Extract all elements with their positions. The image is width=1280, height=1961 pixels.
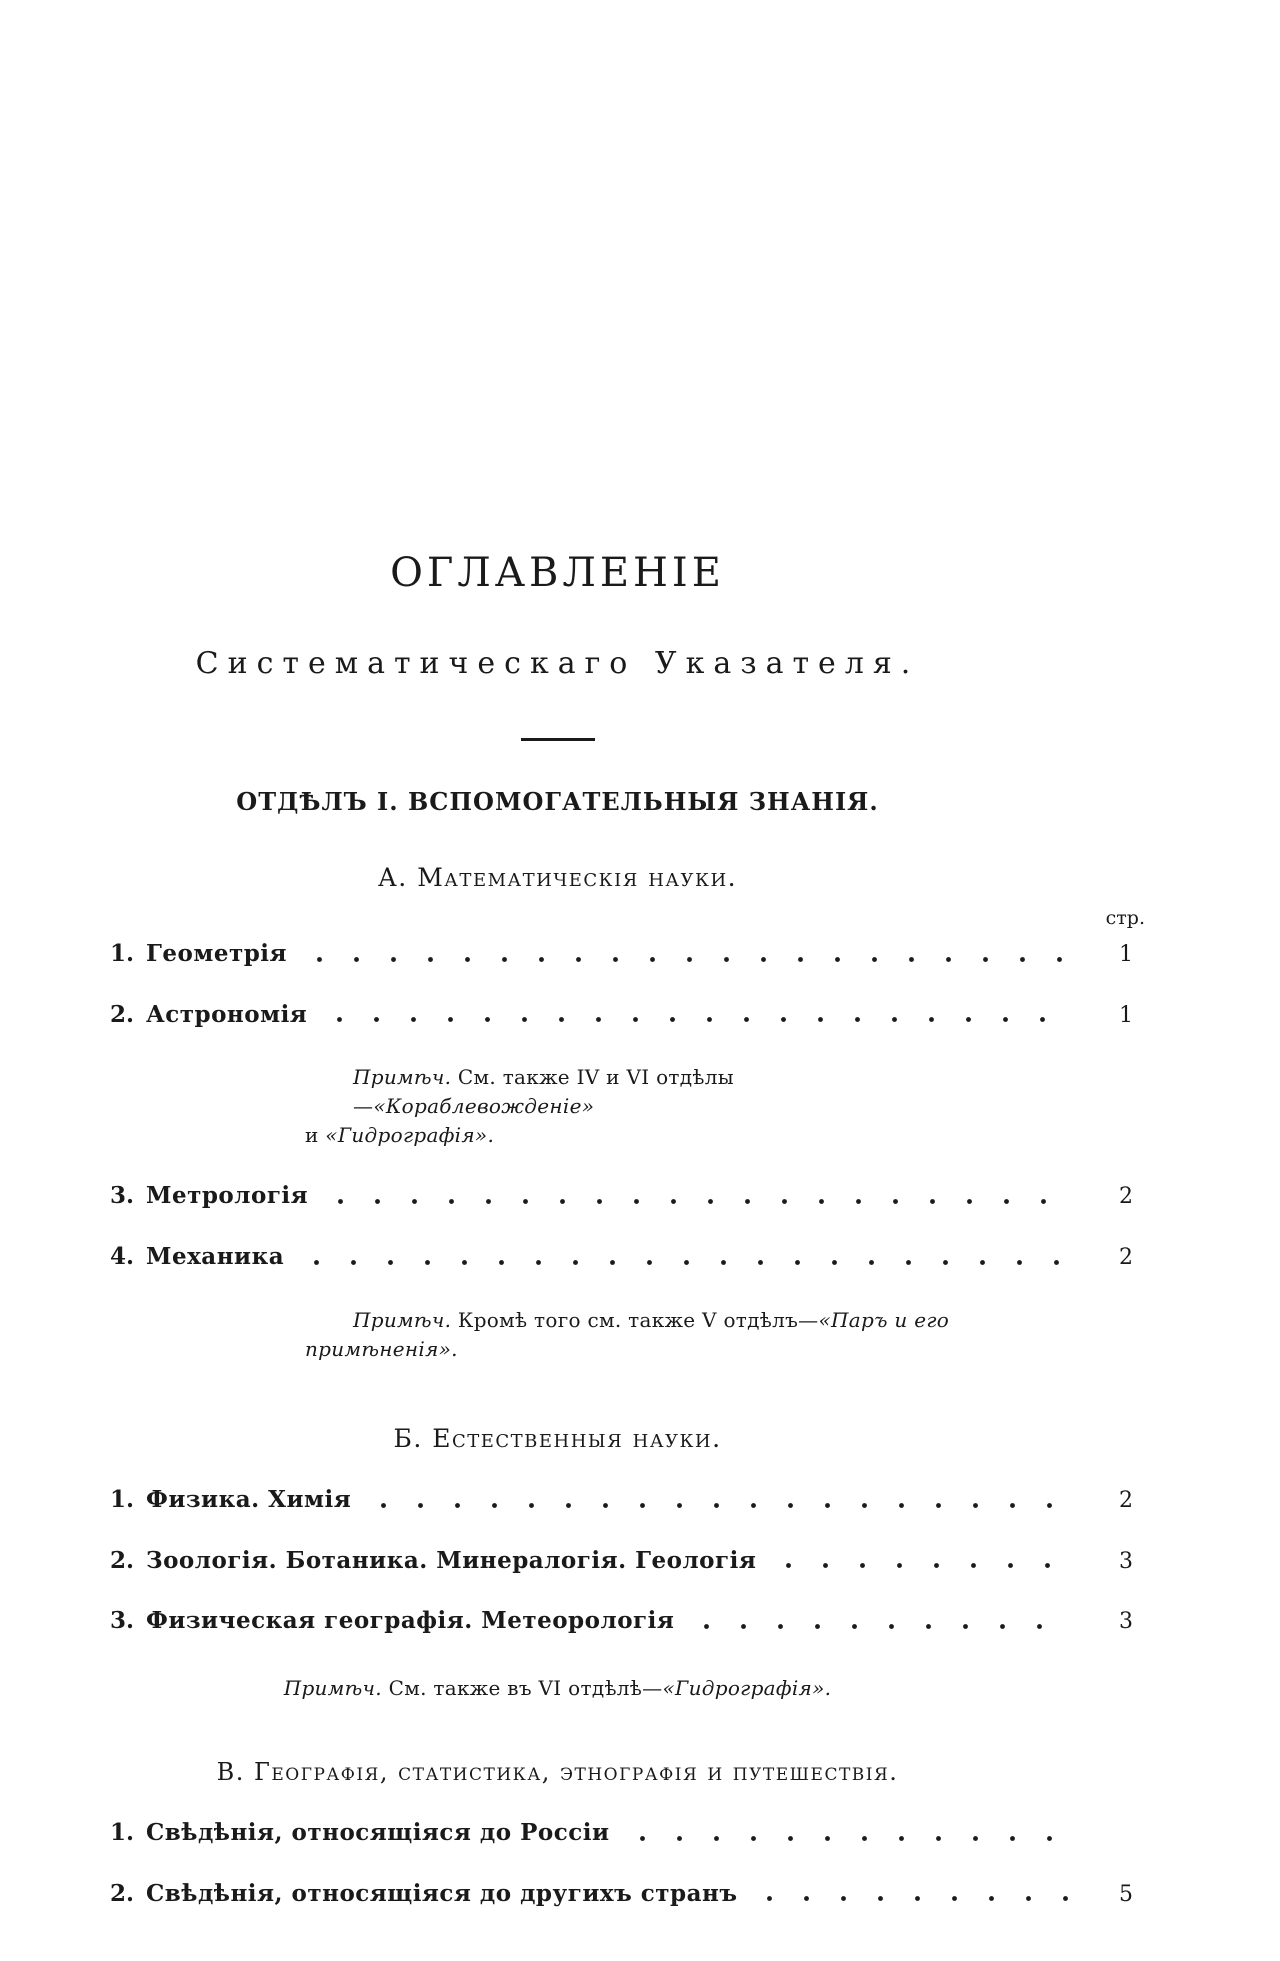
divider-rule xyxy=(521,738,595,741)
note-line: Примѣч. См. также въ VI отдѣлѣ—«Гидрографія». xyxy=(283,1676,832,1701)
row-label: Зоологія. Ботаника. Минералогія. Геологія xyxy=(146,1546,757,1574)
dot-leader xyxy=(770,1561,1069,1570)
toc-row-astronomy xyxy=(110,1001,1145,1030)
note-geography xyxy=(40,1674,1075,1703)
dot-leader xyxy=(688,1622,1069,1631)
row-label: Геометрія xyxy=(146,939,288,967)
row-number: 4. xyxy=(110,1243,135,1271)
dot-leader xyxy=(751,1894,1069,1903)
dot-leader xyxy=(301,955,1069,964)
dot-leader xyxy=(624,1834,1069,1843)
note-mechanics xyxy=(305,1306,970,1364)
row-label: Астрономія xyxy=(146,1000,308,1028)
row-page-number: 2 xyxy=(1119,1184,1133,1210)
row-number: 2. xyxy=(110,1546,135,1574)
section-heading-a: А. Математическія науки. xyxy=(377,863,738,892)
part-heading: ОТДѢЛЪ I. ВСПОМОГАТЕЛЬНЫЯ ЗНАНІЯ. xyxy=(236,787,879,816)
dot-leader xyxy=(365,1501,1069,1510)
toc-row-physics-chemistry xyxy=(110,1486,1145,1515)
note-astronomy xyxy=(305,1063,970,1150)
toc-row-metrology xyxy=(110,1182,1145,1211)
row-number: 2. xyxy=(110,1879,135,1907)
row-page-number: 1 xyxy=(1119,1002,1133,1028)
row-number: 3. xyxy=(110,1182,135,1210)
toc-row-russia-info xyxy=(110,1819,1145,1848)
row-label: Метрологія xyxy=(146,1182,309,1210)
row-label: Физическая географія. Метеорологія xyxy=(146,1607,675,1635)
toc-row-zoology-botany xyxy=(110,1547,1145,1576)
toc-row-physical-geography xyxy=(110,1607,1145,1636)
row-page-number: 3 xyxy=(1119,1548,1133,1574)
row-label: Свѣдѣнія, относящіяся до Россіи xyxy=(146,1818,610,1846)
row-label: Физика. Химія xyxy=(146,1485,352,1513)
page-content xyxy=(110,0,1145,1908)
row-page-number: 3 xyxy=(1119,1609,1133,1635)
page-subtitle: Систематическаго Указателя. xyxy=(195,646,920,681)
note-line: и «Гидрографія». xyxy=(305,1123,495,1148)
note-line: примѣненія». xyxy=(305,1336,458,1361)
row-page-number: 2 xyxy=(1119,1487,1133,1513)
toc-row-mechanics xyxy=(110,1243,1145,1272)
row-number: 1. xyxy=(110,1485,135,1513)
note-line: Примѣч. См. также IV и VI отдѣлы—«Кораблевожденіе» xyxy=(353,1065,734,1119)
toc-row-other-countries-info xyxy=(110,1880,1145,1909)
row-page-number: 5 xyxy=(1119,1881,1133,1907)
row-label: Механика xyxy=(146,1243,285,1271)
page-column-label: стр. xyxy=(1105,907,1145,929)
dot-leader xyxy=(322,1197,1069,1206)
note-line: Примѣч. Кромѣ того см. также V отдѣлъ—«Паръ и его xyxy=(353,1307,950,1332)
row-page-number: 1 xyxy=(1119,941,1133,967)
row-number: 1. xyxy=(110,1818,135,1846)
row-label: Свѣдѣнія, относящіяся до другихъ странъ xyxy=(146,1879,738,1907)
dot-leader xyxy=(321,1015,1069,1024)
row-page-number: 2 xyxy=(1119,1245,1133,1271)
dot-leader xyxy=(298,1258,1069,1267)
row-number: 2. xyxy=(110,1000,135,1028)
row-number: 3. xyxy=(110,1607,135,1635)
section-heading-v: В. Географія, статистика, этнографія и путешествія. xyxy=(216,1758,899,1787)
page-title: ОГЛАВЛЕНІЕ xyxy=(390,550,725,596)
row-number: 1. xyxy=(110,939,135,967)
section-heading-b: Б. Естественныя науки. xyxy=(393,1423,722,1453)
toc-row-geometry xyxy=(110,940,1145,969)
